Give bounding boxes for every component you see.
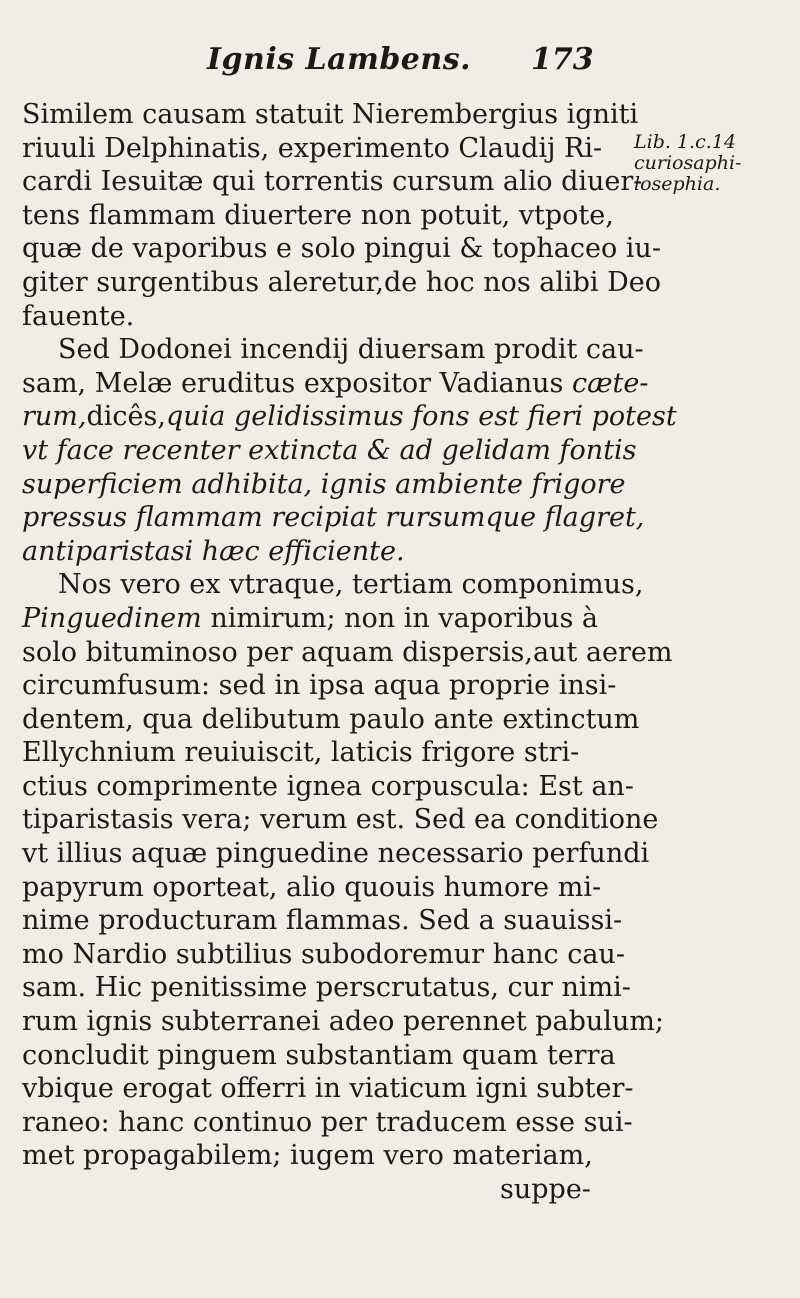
text-line: ctius comprimente ignea corpuscula: Est an- [22,770,634,802]
text-line: sam. Hic penitissime perscrutatus, cur nimi- [22,972,631,1004]
body-text [22,98,677,1207]
text-line: fauente. [22,300,135,332]
italic-run: quia gelidissimus fons est fieri potest [165,401,677,433]
text-line: mo Nardio subtilius subodoremur hanc cau- [22,938,625,970]
marginal-note-line: Lib. 1.c.14 [634,131,736,153]
text-line: Nos vero ex vtraque, tertiam componimus, [58,569,644,601]
marginal-note-line: curiosaphi- [634,152,742,174]
text-line: giter surgentibus aleretur,de hoc nos alibi Deo [22,266,662,298]
text-line: cardi Iesuitæ qui torrentis cursum alio diuer- [22,166,643,198]
text-line: antiparistasi hæc efficiente. [22,535,405,567]
text-line [22,602,622,636]
text-line: Sed Dodonei incendij diuersam prodit cau- [58,334,644,366]
text-line: vbique erogat offerri in viaticum igni subter- [22,1073,634,1105]
text-line: circumfusum: sed in ipsa aqua proprie insi- [22,670,617,702]
page-number: 173 [531,42,594,77]
text-line: superficiem adhibita, ignis ambiente frigore [22,468,626,500]
text-line: rum ignis subterranei adeo perennet pabulum; [22,1006,665,1038]
italic-run: rum, [22,401,87,433]
text-line: dentem, qua delibutum paulo ante extinctum [22,703,640,735]
italic-run: Pinguedinem [22,602,202,634]
text-run: sam, Melæ eruditus expositor Vadianus [22,367,572,399]
text-line: vt face recenter extincta & ad gelidam fontis [22,434,637,466]
text-line: solo bituminoso per aquam dispersis,aut aerem [22,636,673,668]
text-line: papyrum oporteat, alio quouis humore mi- [22,871,602,903]
running-title: Ignis Lambens. [207,42,472,77]
text-line [22,400,677,434]
text-run: nimirum; non in vaporibus à [201,602,599,634]
text-line: Similem causam statuit Nierembergius igniti [22,99,639,130]
text-line: nime producturam flammas. Sed a suauissi- [22,905,623,937]
text-run: dicês, [86,401,166,433]
text-line: pressus flammam recipiat rursumque flagret, [22,502,645,534]
catchword: suppe- [500,1174,591,1205]
text-line: met propagabilem; iugem vero materiam, [22,1140,593,1172]
text-line [22,367,649,401]
text-line: Ellychnium reuiuiscit, laticis frigore stri- [22,737,580,769]
text-line: vt illius aquæ pinguedine necessario perfundi [22,838,650,870]
italic-run: cæte- [572,367,649,399]
running-head [195,38,615,82]
text-line: raneo: hanc continuo per traducem esse sui- [22,1106,633,1138]
text-line: tens flammam diuertere non potuit, vtpote, [22,199,614,231]
text-line: quæ de vaporibus e solo pingui & tophaceo iu- [22,233,661,265]
text-line: concludit pinguem substantiam quam terra [22,1039,616,1071]
marginal-note [634,132,794,195]
text-line: tiparistasis vera; verum est. Sed ea conditione [22,804,659,836]
text-line: riuuli Delphinatis, experimento Claudij Ri- [22,132,603,164]
marginal-note-line: losephia. [634,173,721,195]
